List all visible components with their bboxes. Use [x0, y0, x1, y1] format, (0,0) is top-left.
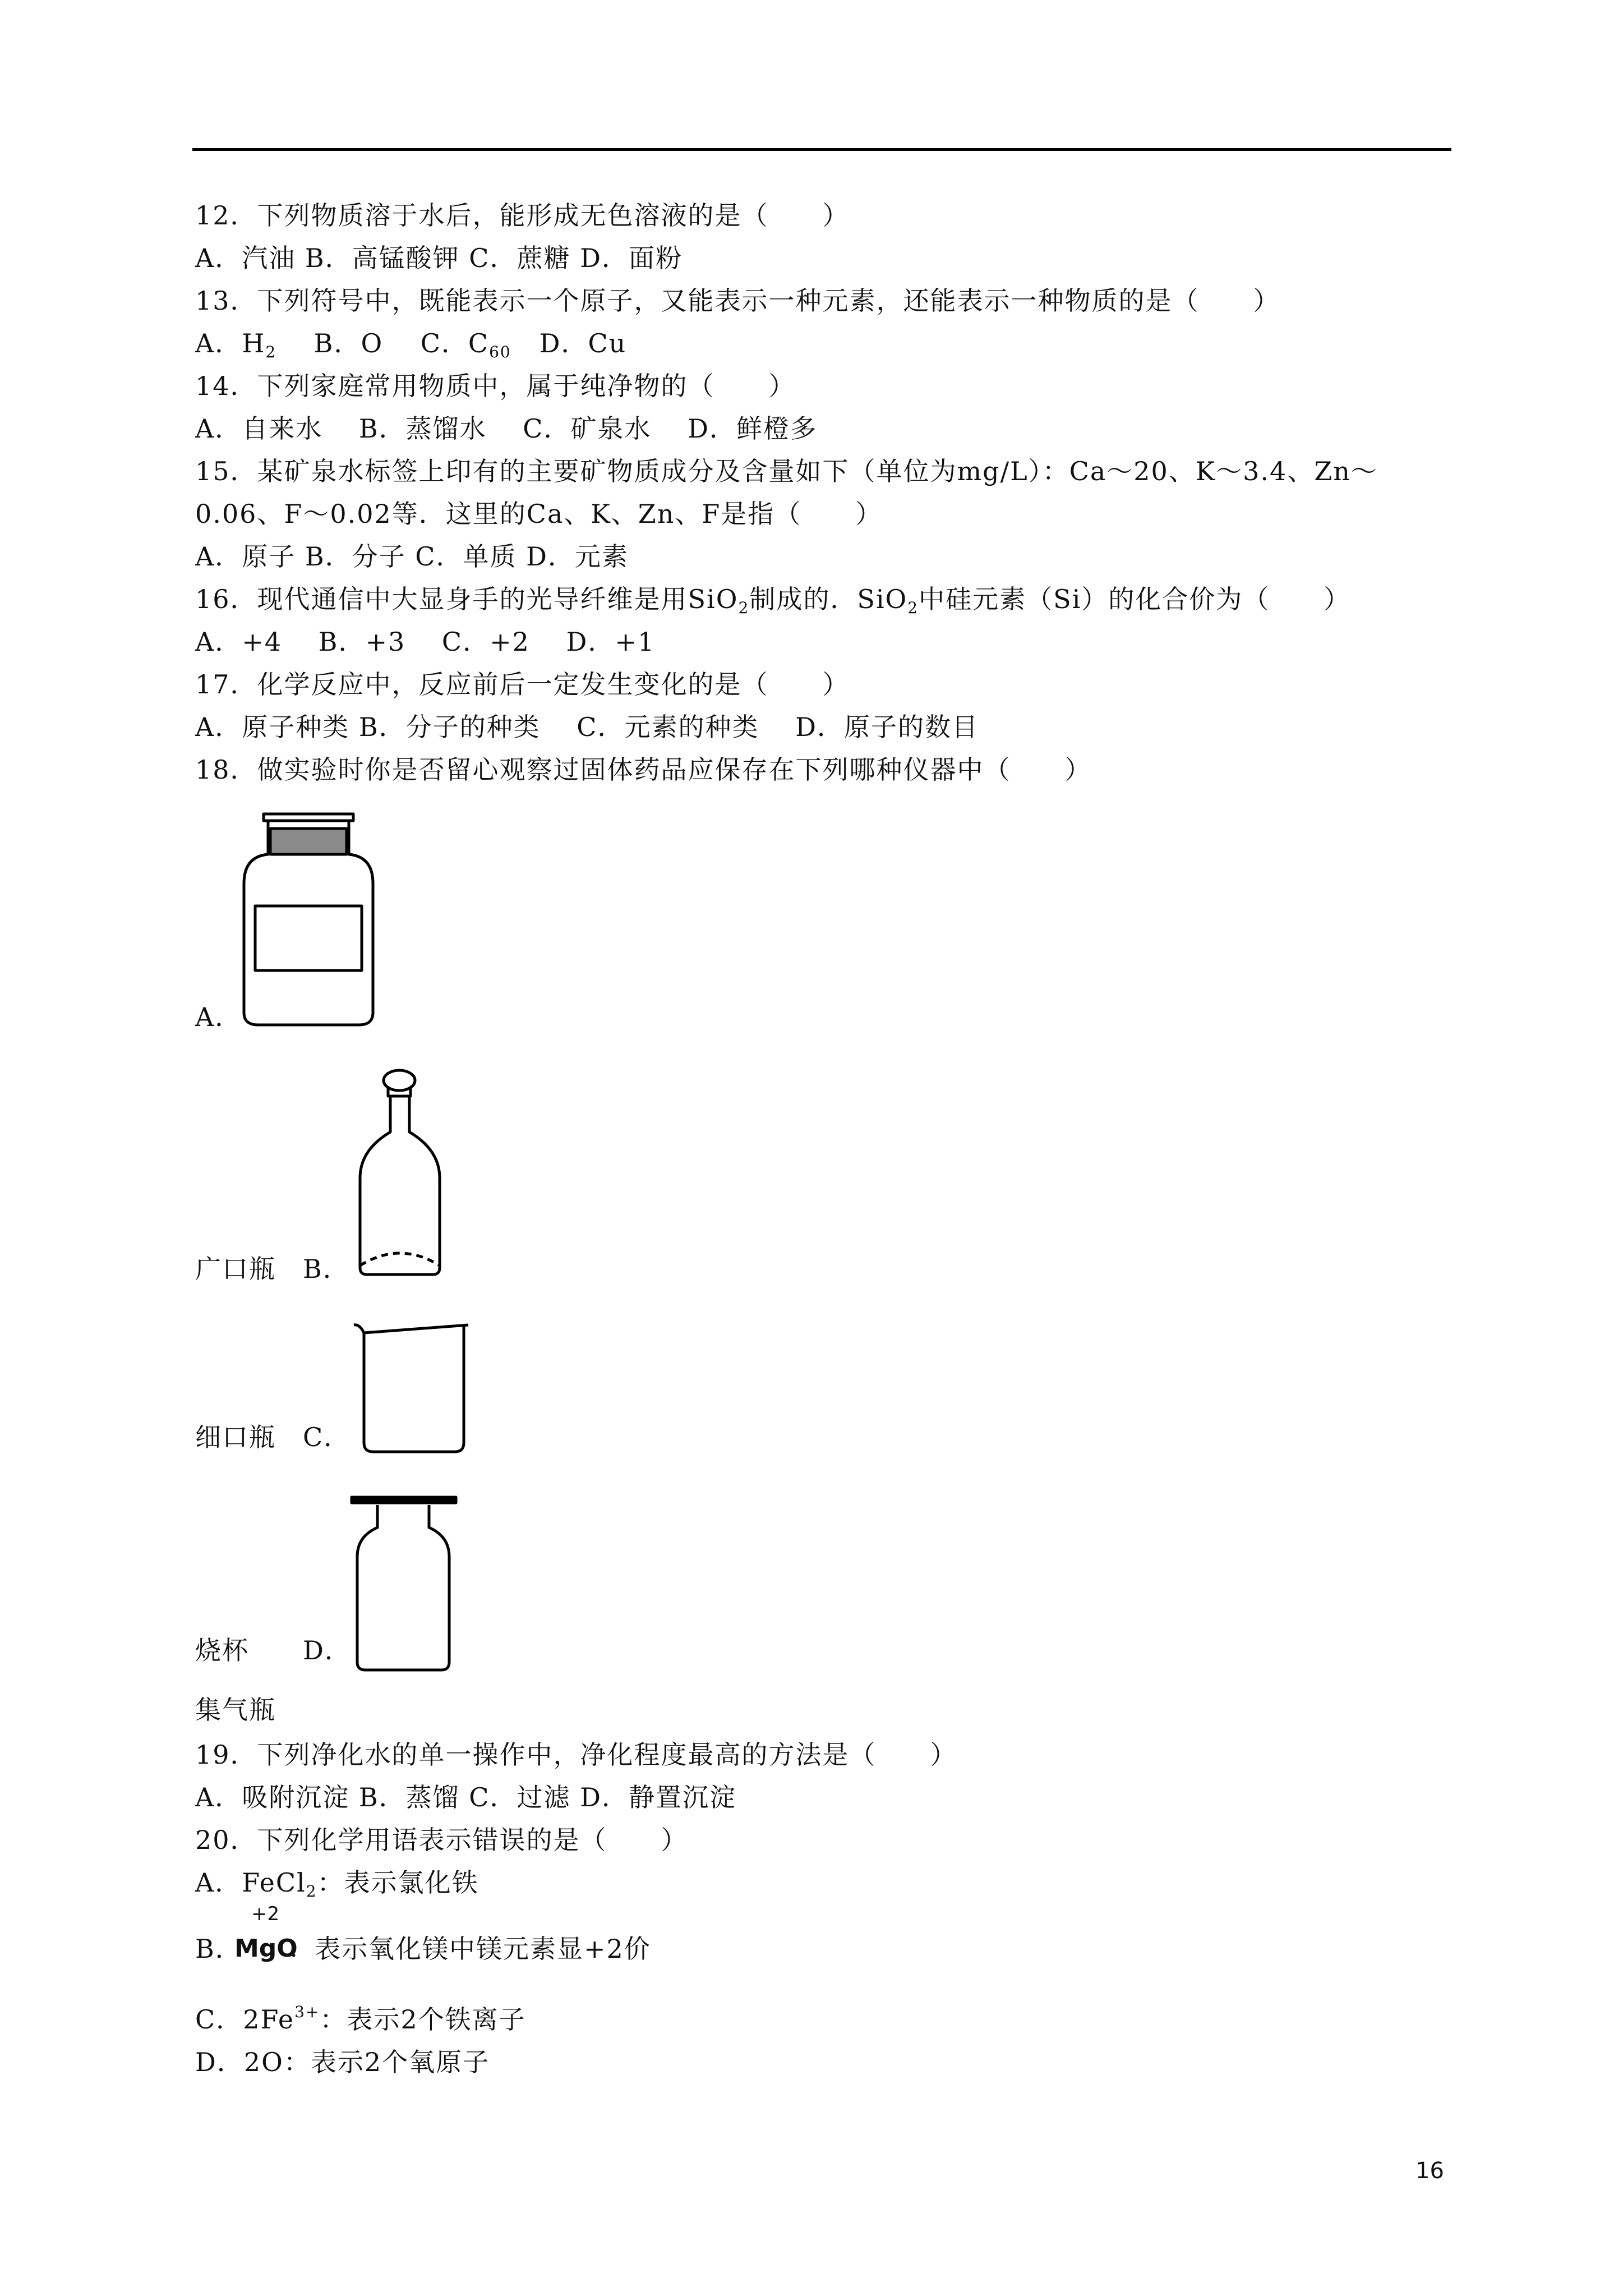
q18-label-c: 细口瓶 C． — [195, 1422, 351, 1452]
q14-options: A．自来水 B．蒸馏水 C．矿泉水 D．鲜橙多 — [195, 413, 817, 444]
header-rule — [192, 148, 1451, 151]
q20-option-b-text: ：表示氧化镁中镁元素显+2价 — [288, 1934, 651, 1964]
wide-mouth-bottle-figure — [224, 811, 393, 1035]
q18-label-b: 广口瓶 B． — [195, 1254, 350, 1284]
q16-stem: 16．现代通信中大显身手的光导纤维是用SiO$_2$制成的．SiO$_2$中硅元素（Si）的化合价为（ ） — [195, 584, 1351, 617]
q15-options: A．原子 B．分子 C．单质 D．元素 — [195, 541, 629, 572]
q20-option-a: A．FeCl$_2$：表示氯化铁 — [195, 1867, 479, 1901]
q19-stem: 19．下列净化水的单一操作中，净化程度最高的方法是（ ） — [195, 1740, 957, 1770]
gas-collecting-bottle-figure — [345, 1495, 468, 1674]
q20-option-b-prefix: B． — [195, 1934, 242, 1964]
q20-option-c: C．$2Fe^{3+}$：表示2个铁离子 — [195, 2003, 526, 2035]
q14-stem: 14．下列家庭常用物质中，属于纯净物的（ ） — [195, 371, 796, 401]
mgo-formula: MgO — [234, 1934, 298, 1963]
page-number: 16 — [1415, 2158, 1444, 2184]
q19-options: A．吸附沉淀 B．蒸馏 C．过滤 D．静置沉淀 — [195, 1782, 736, 1812]
q13-option-b: B．O — [313, 328, 384, 358]
q13-option-d: D．Cu — [539, 328, 627, 358]
narrow-mouth-bottle-figure — [348, 1066, 460, 1279]
q13-option-c: C．C — [420, 328, 490, 358]
q12-stem: 12．下列物质溶于水后，能形成无色溶液的是（ ） — [195, 200, 850, 231]
q13-option-a: A．H — [195, 328, 266, 358]
q18-stem: 18．做实验时你是否留心观察过固体药品应保存在下列哪种仪器中（ ） — [195, 754, 1092, 785]
q20-option-d: D．2O：表示2个氧原子 — [195, 2047, 490, 2077]
q13-stem: 13．下列符号中，既能表示一个原子，又能表示一种元素，还能表示一种物质的是（ ） — [195, 286, 1280, 316]
q18-label-a: A． — [195, 1002, 242, 1032]
q12-options: A．汽油 B．高锰酸钾 C．蔗糖 D．面粉 — [195, 243, 683, 273]
q15-stem-line2: 0.06、F～0.02等．这里的Ca、K、Zn、F是指（ ） — [195, 499, 883, 529]
q17-stem: 17．化学反应中，反应前后一定发生变化的是（ ） — [195, 669, 850, 700]
q13-options: A．$H_2$ B．O C．$C_{60}$ D．Cu — [195, 328, 627, 361]
q20-stem: 20．下列化学用语表示错误的是（ ） — [195, 1825, 688, 1855]
q16-options: A．+4 B．+3 C．+2 D．+1 — [195, 627, 656, 657]
q17-options: A．原子种类 B．分子的种类 C．元素的种类 D．原子的数目 — [195, 712, 979, 742]
q18-label-end: 集气瓶 — [195, 1695, 276, 1725]
q15-stem-line1: 15．某矿泉水标签上印有的主要矿物质成分及含量如下（单位为mg/L）：Ca～20、K～3.4、Zn～ — [195, 456, 1378, 486]
beaker-figure — [351, 1318, 479, 1458]
q18-label-d: 烧杯 D． — [195, 1635, 352, 1665]
oxidation-state: +2 — [251, 1903, 280, 1925]
